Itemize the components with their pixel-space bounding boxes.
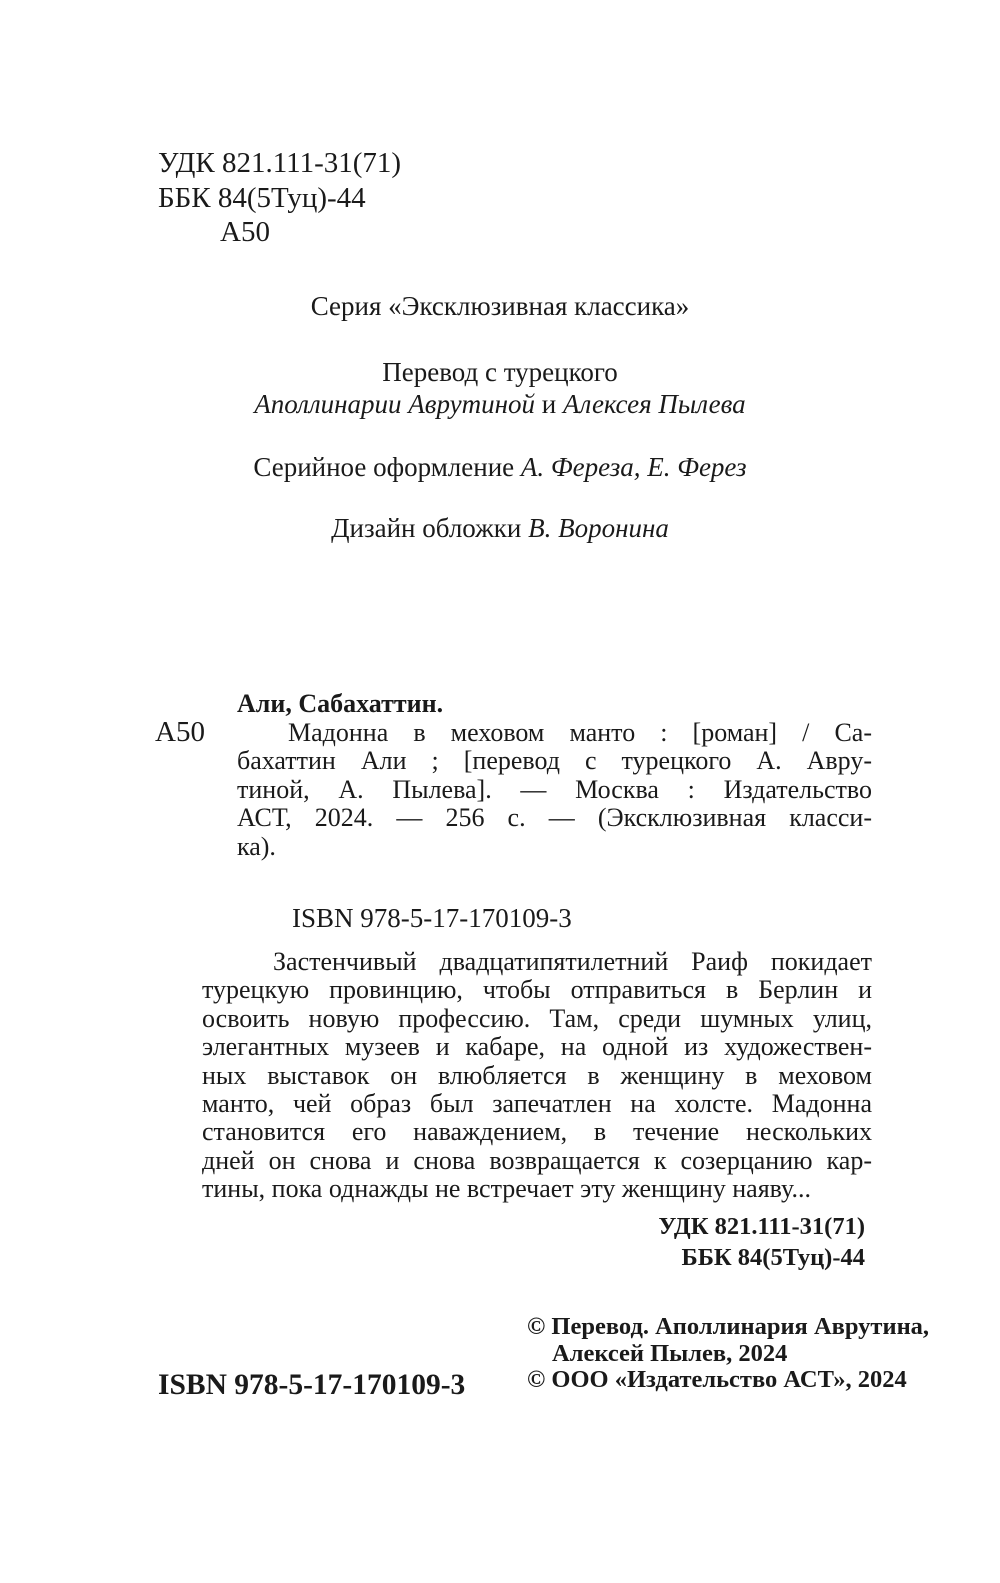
series-line: Серия «Эксклюзивная классика» [310, 291, 690, 321]
designers: А. Фереза, Е. Ферез [520, 452, 747, 482]
catalog-entry [237, 690, 872, 861]
cover-designer: В. Воронина [528, 513, 669, 543]
conjunction: и [541, 389, 557, 419]
bbk-code-bold: ББК 84(5Туц)-44 [681, 1244, 865, 1271]
annotation-line: турецкую провинцию, чтобы отправиться в Берлин и [202, 975, 872, 1005]
codes-right-block [658, 1211, 865, 1273]
cover-design-line [0, 513, 1000, 544]
annotation-line: становится его наваждением, в течение нескольких [202, 1117, 872, 1147]
annotation-paragraph [202, 948, 872, 1204]
copyright-translation: © Перевод. Аполлинария Аврутина, [527, 1313, 930, 1340]
author-sign: А50 [220, 216, 270, 248]
catalog-line: тиной, А. Пылева]. — Москва : Издательство [237, 774, 872, 804]
annotation-line: ных выставок он влюбляется в женщину в меховом [202, 1060, 872, 1090]
copyright-publisher: © ООО «Издательство АСТ», 2024 [527, 1366, 907, 1393]
translators-line [0, 389, 1000, 420]
bbk-code: ББК 84(5Туц)-44 [158, 181, 366, 214]
top-codes-block [158, 146, 401, 250]
series-design-line [0, 452, 1000, 483]
copyright-translation-cont: Алексей Пылев, 2024 [552, 1339, 788, 1367]
translator-2: Алексея Пылева [563, 389, 746, 419]
annotation-line: тины, пока однажды не встречает эту женщину наяву... [202, 1174, 811, 1204]
annotation-line: дней он снова и снова возвращается к созерцанию кар- [202, 1145, 872, 1175]
isbn-catalog: ISBN 978-5-17-170109-3 [292, 903, 572, 933]
catalog-line: ка). [237, 831, 276, 861]
author-sign-margin: А50 [155, 716, 205, 748]
cover-label: Дизайн обложки [331, 513, 522, 543]
udk-code: УДК 821.111-31(71) [158, 147, 402, 179]
catalog-line: бахаттин Али ; [перевод с турецкого А. Авру- [237, 746, 872, 775]
annotation-line: элегантных музеев и кабаре, на одной из художествен- [202, 1032, 872, 1062]
annotation-line: манто, чей образ был запечатлен на холсте. Мадонна [202, 1089, 872, 1119]
annotation-line: освоить новую профессию. Там, среди шумных улиц, [202, 1003, 872, 1033]
translation-label: Перевод с турецкого [382, 357, 618, 387]
catalog-line: Мадонна в меховом манто : [роман] / Са- [288, 717, 872, 747]
catalog-line: АСТ, 2024. — 256 с. — (Эксклюзивная класси- [237, 803, 872, 832]
annotation-line: Застенчивый двадцатипятилетний Раиф покидает [273, 947, 872, 976]
catalog-author-heading: Али, Сабахаттин. [237, 689, 444, 718]
translator-1: Аполлинарии Аврутиной [254, 389, 536, 419]
isbn-footer: ISBN 978-5-17-170109-3 [158, 1369, 466, 1401]
udk-code-bold: УДК 821.111-31(71) [658, 1213, 865, 1240]
design-label: Серийное оформление [253, 452, 515, 482]
copyright-block [527, 1314, 929, 1394]
